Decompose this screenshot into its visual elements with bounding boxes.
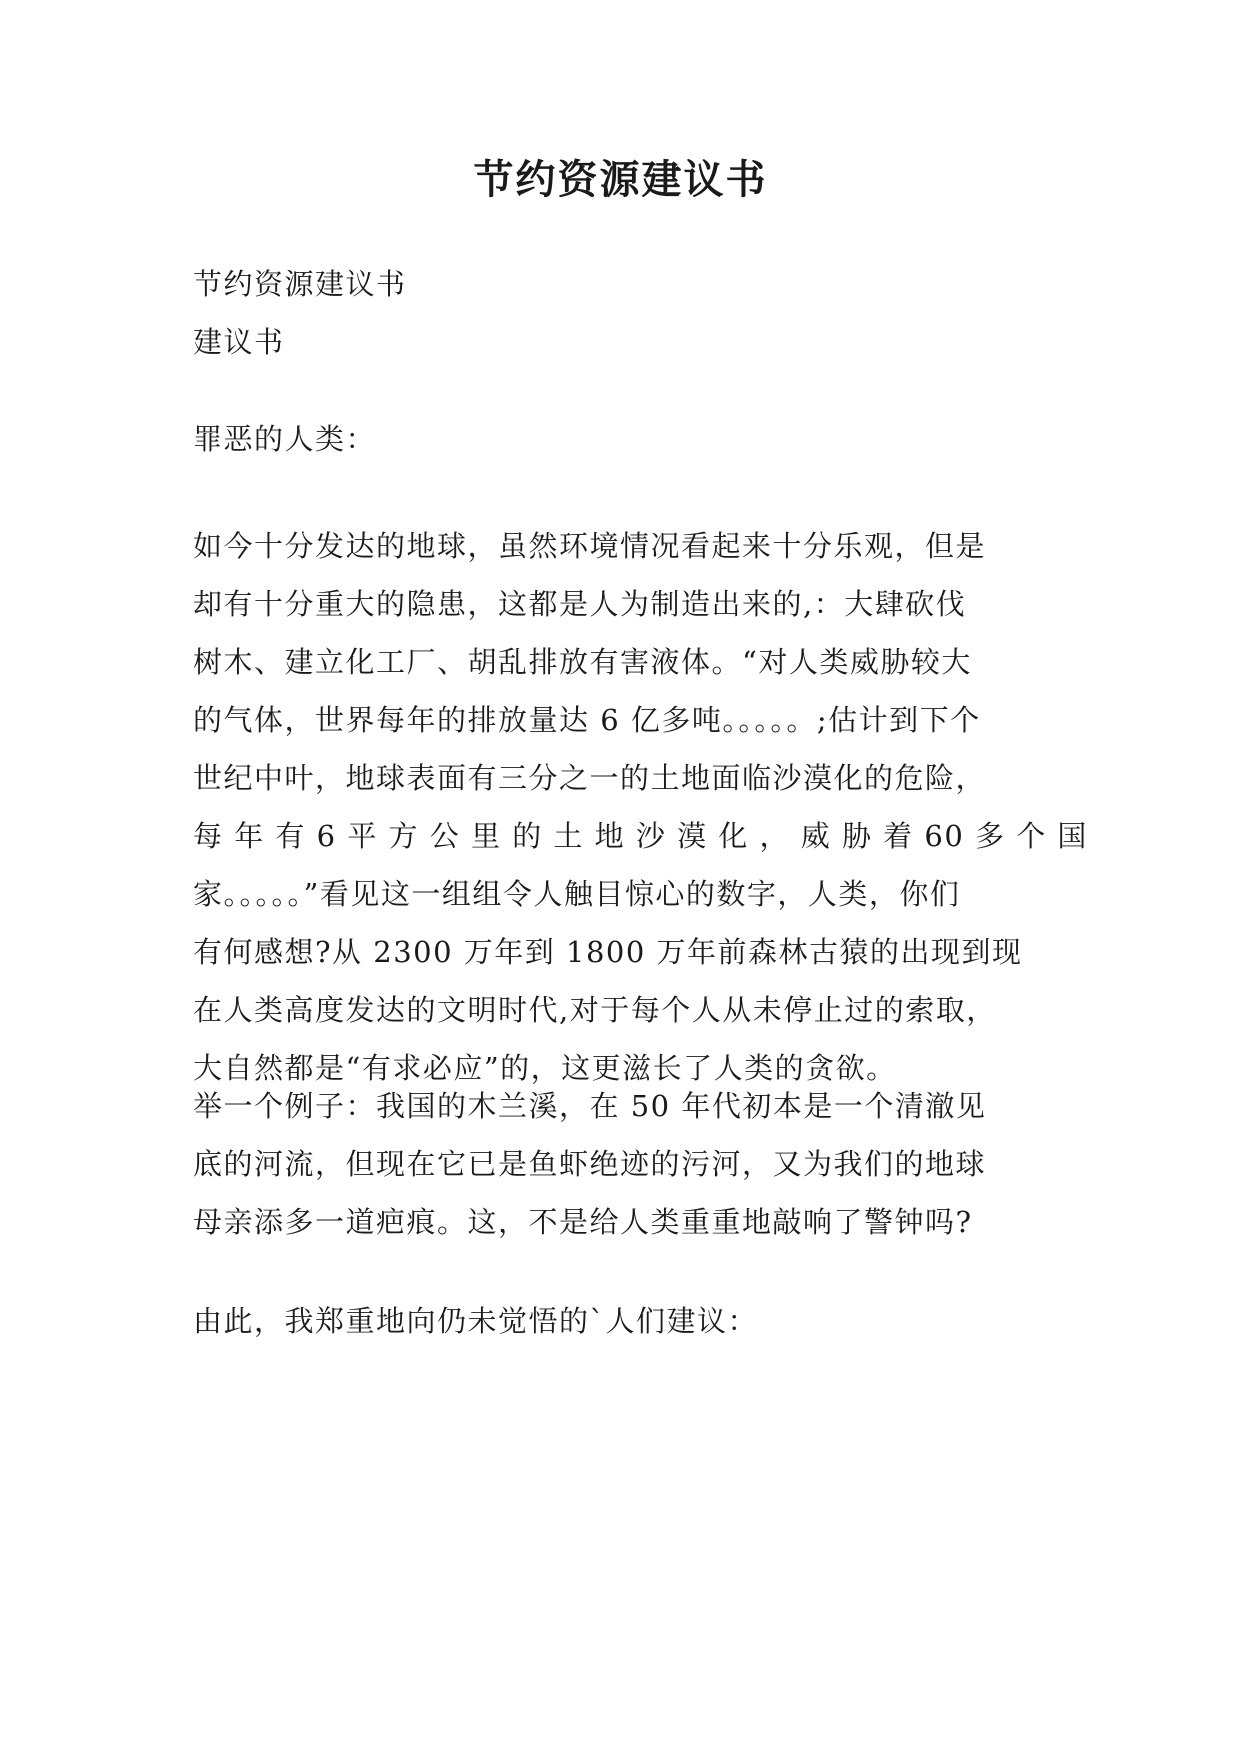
paragraph-line: 却有十分重大的隐患，这都是人为制造出来的,：大肆砍伐 xyxy=(193,587,967,621)
paragraph-line: 大自然都是“有求必应”的，这更滋长了人类的贪欲。 xyxy=(193,1051,897,1085)
paragraph-2 xyxy=(193,1077,1063,1251)
paragraph-line: 每 年 有 6 平 方 公 里 的 土 地 沙 漠 化 ， 威 胁 着 60 多 个 国 xyxy=(193,819,1088,853)
paragraph-line: 母亲添多一道疤痕。这，不是给人类重重地敲响了警钟吗? xyxy=(193,1205,973,1239)
paragraph-line: 在人类高度发达的文明时代,对于每个人从未停止过的索取， xyxy=(193,993,997,1027)
paragraph-line: 家。。。。。”看见这一组组令人触目惊心的数字，人类，你们 xyxy=(193,877,961,911)
paragraph-line: 举一个例子：我国的木兰溪，在 50 年代初本是一个清澈见 xyxy=(193,1089,987,1123)
paragraph-line: 树木、建立化工厂、胡乱排放有害液体。“对人类威胁较大 xyxy=(193,645,972,679)
paragraph-line: 有何感想?从 2300 万年到 1800 万年前森林古猿的出现到现 xyxy=(193,935,1023,969)
paragraph-line: 的气体，世界每年的排放量达 6 亿多吨。。。。。;估计到下个 xyxy=(193,703,981,737)
subtitle-line: 建议书 xyxy=(193,325,285,359)
salutation: 罪恶的人类： xyxy=(193,422,377,456)
paragraph-1 xyxy=(193,517,1088,1097)
subtitle-block xyxy=(193,255,1063,371)
document-title: 节约资源建议书 xyxy=(473,156,768,203)
paragraph-line: 如今十分发达的地球，虽然环境情况看起来十分乐观，但是 xyxy=(193,529,987,563)
paragraph-line: 底的河流，但现在它已是鱼虾绝迹的污河，又为我们的地球 xyxy=(193,1147,987,1181)
paragraph-line: 世纪中叶，地球表面有三分之一的土地面临沙漠化的危险， xyxy=(193,761,987,795)
subtitle-line: 节约资源建议书 xyxy=(193,267,407,301)
paragraph-3: 由此，我郑重地向仍未觉悟的`人们建议： xyxy=(193,1304,759,1338)
